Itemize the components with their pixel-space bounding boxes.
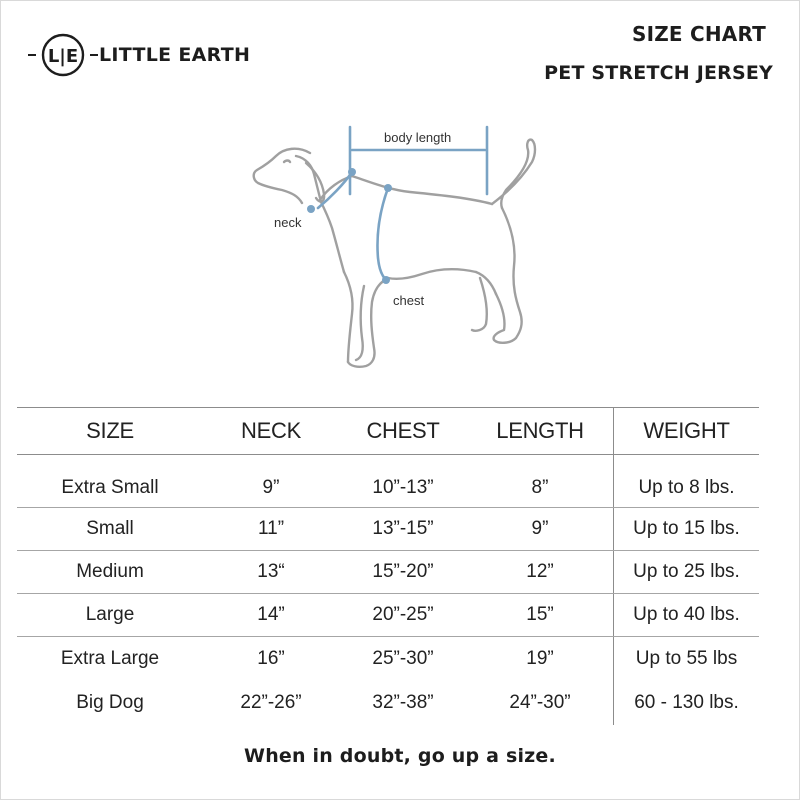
cell-neck: 13“ [257,561,285,582]
chest-marker-bottom [382,276,390,284]
cell-length: 24”-30” [509,691,571,713]
cell-chest: 13”-15” [372,518,434,539]
body-length-label: body length [384,130,452,145]
cell-size: Medium [76,561,144,582]
table-row [17,551,759,594]
product-name: PET STRETCH JERSEY [544,62,773,84]
cell-neck: 22”-26” [240,691,302,713]
table-row [17,680,759,725]
cell-weight: Up to 8 lbs. [613,455,759,507]
header-weight: WEIGHT [613,408,759,454]
cell-neck: 11” [257,518,285,539]
sizing-note: When in doubt, go up a size. [244,745,556,767]
logo-letters: L|E [47,46,79,67]
size-table [17,407,759,725]
cell-weight: 60 - 130 lbs. [613,680,759,725]
cell-neck: 14” [257,604,285,625]
neck-marker-top [348,168,356,176]
page-title: SIZE CHART [631,22,766,46]
cell-length: 19” [526,647,554,669]
table-header-row [17,407,759,455]
table-row [17,637,759,680]
cell-weight: Up to 40 lbs. [613,594,759,636]
logo-mark-icon [28,27,98,83]
cell-weight: Up to 15 lbs. [613,508,759,550]
header-size: SIZE [86,418,134,443]
header-chest: CHEST [366,418,440,443]
cell-size: Big Dog [76,691,144,713]
table-row [17,455,759,508]
cell-size: Extra Small [61,477,159,498]
chest-marker-top [384,184,392,192]
cell-chest: 25”-30” [372,647,434,669]
header-length: LENGTH [496,418,584,443]
cell-chest: 20”-25” [372,604,434,625]
cell-neck: 16” [257,647,285,669]
cell-size: Large [85,604,135,625]
cell-neck: 9” [262,477,280,498]
table-row [17,508,759,551]
neck-label: neck [274,215,302,230]
cell-length: 12” [526,561,554,582]
header-neck: NECK [241,418,301,443]
chest-label: chest [393,293,425,308]
brand-logo [28,27,250,83]
cell-length: 9” [531,518,549,539]
cell-chest: 32”-38” [372,691,434,713]
cell-chest: 10”-13” [372,477,434,498]
table-row [17,594,759,637]
table-body [17,455,759,725]
brand-name: LITTLE EARTH [99,44,251,66]
dog-outline-icon [254,140,535,367]
neck-marker-bottom [307,205,315,213]
cell-length: 15” [526,604,554,625]
cell-size: Small [86,518,134,539]
chest-line [377,188,388,280]
cell-weight: Up to 55 lbs [613,637,759,680]
dog-measurement-diagram [240,118,570,388]
cell-length: 8” [531,477,549,498]
cell-weight: Up to 25 lbs. [613,551,759,593]
measurement-lines [307,127,487,284]
cell-chest: 15”-20” [372,561,434,582]
cell-size: Extra Large [60,647,160,669]
